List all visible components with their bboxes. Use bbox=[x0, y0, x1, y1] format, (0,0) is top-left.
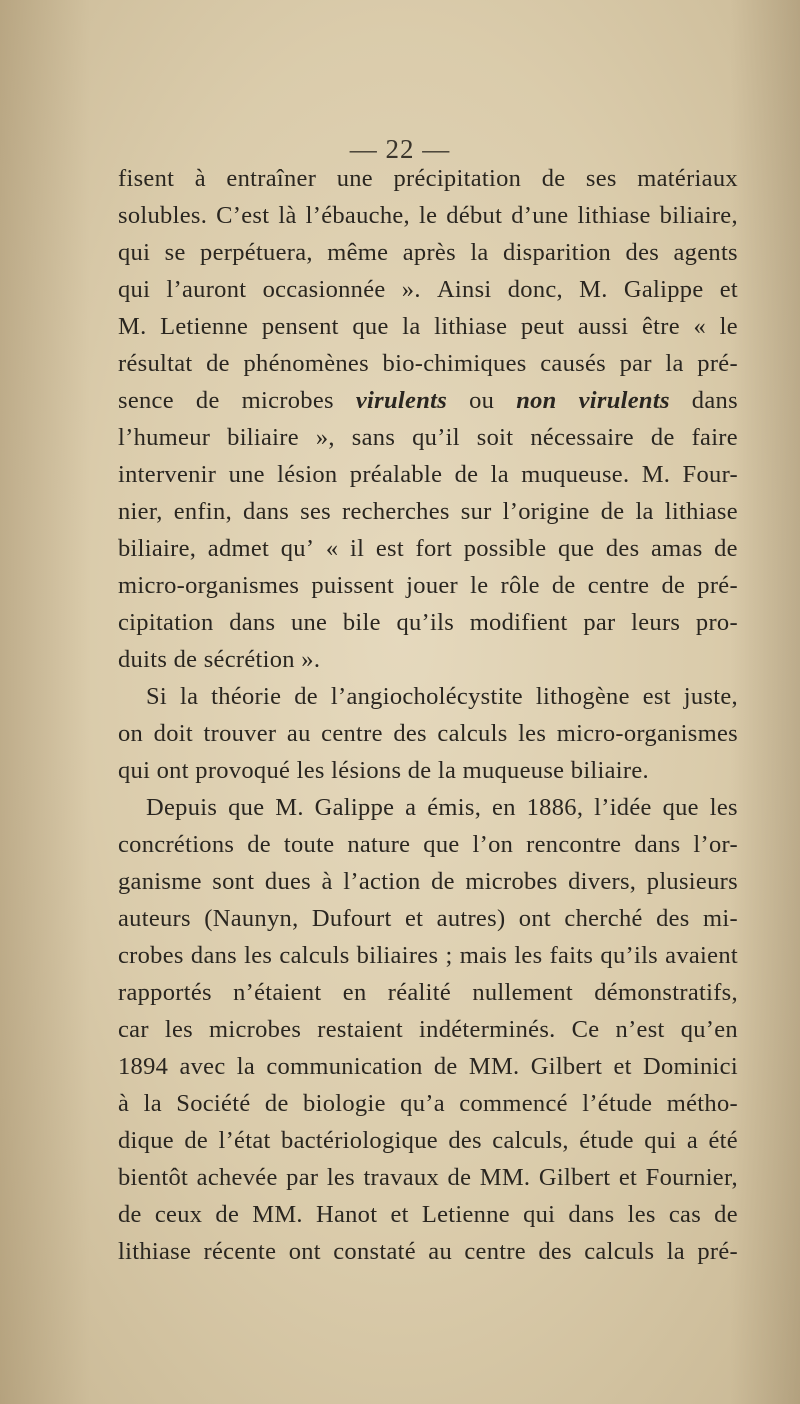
text-line bbox=[118, 419, 738, 456]
word: nier, bbox=[118, 498, 163, 525]
word: ceux bbox=[154, 1201, 203, 1228]
word: l’origine bbox=[502, 498, 590, 525]
text-line: duits de sécrétion ». bbox=[118, 646, 321, 673]
word: lithogène bbox=[535, 683, 630, 710]
word: ganisme bbox=[118, 868, 202, 895]
word: causés bbox=[540, 350, 606, 377]
word: qui bbox=[118, 239, 151, 266]
word: M. bbox=[641, 461, 671, 488]
word: cipitation bbox=[118, 609, 214, 636]
word: sence bbox=[118, 387, 174, 414]
word: biliaire, bbox=[659, 202, 738, 229]
word: Ce bbox=[571, 1016, 600, 1043]
word: Fournier, bbox=[645, 1164, 738, 1191]
word: on bbox=[118, 720, 144, 747]
word: agents bbox=[673, 239, 738, 266]
word: nature bbox=[347, 831, 411, 858]
word: phénomènes bbox=[243, 350, 369, 377]
word: de bbox=[447, 1164, 472, 1191]
word: des bbox=[625, 239, 660, 266]
word: l’ébauche, bbox=[305, 202, 410, 229]
word: constaté bbox=[333, 1238, 416, 1265]
word: juste, bbox=[683, 683, 738, 710]
word: est bbox=[642, 683, 671, 710]
word: Four- bbox=[682, 461, 738, 488]
word: après bbox=[402, 239, 456, 266]
word: pro- bbox=[695, 609, 738, 636]
word: qu’il bbox=[412, 424, 460, 451]
word: ses bbox=[585, 165, 617, 192]
word: possible bbox=[463, 535, 547, 562]
word: par bbox=[583, 609, 616, 636]
word: microbes bbox=[465, 868, 558, 895]
word: Dominici bbox=[643, 1053, 738, 1080]
word: muqueuse. bbox=[521, 461, 630, 488]
word: lésion bbox=[277, 461, 338, 488]
word: qui bbox=[644, 1127, 677, 1154]
word: disparition bbox=[503, 239, 612, 266]
word: et bbox=[390, 1201, 409, 1228]
word: cas bbox=[668, 1201, 702, 1228]
word: divers, bbox=[568, 868, 637, 895]
word: là bbox=[278, 202, 297, 229]
word: concrétions bbox=[118, 831, 235, 858]
word: matériaux bbox=[637, 165, 738, 192]
word: Depuis bbox=[146, 794, 218, 821]
word: les bbox=[709, 794, 738, 821]
word: les bbox=[518, 720, 547, 747]
word: MM. bbox=[479, 1164, 531, 1191]
word: Galippe bbox=[314, 794, 395, 821]
word: au bbox=[286, 720, 311, 747]
word: doit bbox=[153, 720, 193, 747]
text-line bbox=[118, 382, 738, 419]
word: lithiase bbox=[664, 498, 738, 525]
word: des bbox=[538, 1238, 572, 1265]
word: dans bbox=[691, 387, 738, 414]
word: entraîner bbox=[226, 165, 317, 192]
word: rapportés bbox=[118, 979, 212, 1006]
word: récente bbox=[203, 1238, 277, 1265]
word: centre bbox=[587, 572, 650, 599]
word: de bbox=[195, 387, 220, 414]
text-line bbox=[118, 604, 738, 641]
word: avaient bbox=[665, 942, 738, 969]
word: recherches bbox=[342, 498, 450, 525]
word: théorie bbox=[211, 683, 282, 710]
word: modifient bbox=[469, 609, 568, 636]
word: a bbox=[405, 794, 417, 821]
word: par bbox=[619, 350, 652, 377]
word: admet bbox=[207, 535, 270, 562]
word: de bbox=[454, 461, 479, 488]
word: sont bbox=[212, 868, 255, 895]
word: ou bbox=[469, 387, 495, 414]
word: résultat bbox=[118, 350, 193, 377]
word: et bbox=[404, 905, 424, 932]
word: le bbox=[719, 313, 738, 340]
word: achevée bbox=[196, 1164, 278, 1191]
word: se bbox=[164, 239, 186, 266]
word: bactériologique bbox=[281, 1127, 438, 1154]
word: microbes bbox=[209, 1016, 302, 1043]
word: de bbox=[215, 1201, 240, 1228]
word: et bbox=[618, 1164, 638, 1191]
word: de bbox=[206, 350, 230, 377]
word: les bbox=[627, 1201, 656, 1228]
word: des bbox=[605, 535, 640, 562]
word: », bbox=[315, 424, 335, 451]
word: le bbox=[418, 202, 438, 229]
word: que bbox=[352, 313, 389, 340]
word: restaient bbox=[317, 1016, 403, 1043]
word: trouver bbox=[203, 720, 277, 747]
word: lithiase bbox=[118, 1238, 192, 1265]
word: la bbox=[490, 461, 509, 488]
word: les bbox=[326, 1164, 355, 1191]
word: « bbox=[693, 313, 707, 340]
text-line bbox=[118, 1122, 738, 1159]
word: M. bbox=[579, 276, 608, 303]
word: fisent bbox=[118, 165, 175, 192]
word: biliaires bbox=[356, 942, 439, 969]
word: biologie bbox=[303, 1090, 386, 1117]
word: le bbox=[470, 572, 489, 599]
word: peut bbox=[520, 313, 565, 340]
text-line bbox=[118, 715, 738, 752]
word: calculs bbox=[279, 942, 350, 969]
word: 1886, bbox=[526, 794, 584, 821]
word: qu’ bbox=[280, 535, 315, 562]
word: plusieurs bbox=[646, 868, 738, 895]
word: bile bbox=[342, 609, 381, 636]
word: les bbox=[244, 942, 273, 969]
word: de bbox=[714, 1201, 738, 1228]
word: dans bbox=[568, 1201, 615, 1228]
word: nécessaire bbox=[530, 424, 634, 451]
word: à bbox=[194, 165, 206, 192]
word: MM. bbox=[252, 1201, 303, 1228]
word: (Naunyn, bbox=[204, 905, 299, 932]
word: Hanot bbox=[315, 1201, 378, 1228]
word: de bbox=[714, 535, 738, 562]
word: microbes bbox=[241, 387, 334, 414]
word: réalité bbox=[387, 979, 452, 1006]
word: de bbox=[661, 572, 686, 599]
word: l’auront bbox=[166, 276, 247, 303]
word: étude bbox=[579, 1127, 634, 1154]
text-line bbox=[118, 234, 738, 271]
word: l’état bbox=[218, 1127, 271, 1154]
text-line bbox=[118, 345, 738, 382]
word: de bbox=[433, 1053, 458, 1080]
word: que bbox=[662, 794, 699, 821]
text-line bbox=[118, 974, 738, 1011]
word: dues bbox=[264, 868, 311, 895]
word: Gilbert bbox=[530, 1053, 603, 1080]
word: centre bbox=[464, 1238, 526, 1265]
word: fort bbox=[415, 535, 453, 562]
word: mais bbox=[459, 942, 508, 969]
word: pré- bbox=[697, 1238, 738, 1265]
word: puissent bbox=[311, 572, 395, 599]
word: début bbox=[446, 202, 503, 229]
word: n’est bbox=[615, 1016, 665, 1043]
text-line bbox=[118, 1233, 738, 1270]
word: indéterminés. bbox=[419, 1016, 556, 1043]
word: rencontre bbox=[526, 831, 622, 858]
text-line bbox=[118, 271, 738, 308]
word: dique bbox=[118, 1127, 174, 1154]
word: l’étude bbox=[582, 1090, 653, 1117]
word: des bbox=[393, 720, 427, 747]
word: de bbox=[264, 1090, 289, 1117]
word: émis, bbox=[427, 794, 482, 821]
word: de bbox=[118, 1201, 142, 1228]
word: jouer bbox=[406, 572, 459, 599]
word: il bbox=[350, 535, 365, 562]
word: qu’en bbox=[680, 1016, 738, 1043]
word: la bbox=[236, 1053, 256, 1080]
word: pré- bbox=[697, 350, 738, 377]
word: micro-organismes bbox=[556, 720, 738, 747]
word: et bbox=[613, 1053, 632, 1080]
body-text bbox=[118, 160, 738, 1270]
word: faire bbox=[691, 424, 738, 451]
text-line bbox=[118, 308, 738, 345]
word: soit bbox=[476, 424, 514, 451]
word: la bbox=[666, 1238, 685, 1265]
word: perpétuera, bbox=[200, 239, 313, 266]
word: lithiase bbox=[577, 202, 651, 229]
word: été bbox=[708, 1127, 738, 1154]
word: préalable bbox=[349, 461, 443, 488]
word: ses bbox=[300, 498, 331, 525]
word: à bbox=[321, 868, 333, 895]
word: crobes bbox=[118, 942, 184, 969]
word: être bbox=[641, 313, 680, 340]
word: une bbox=[290, 609, 328, 636]
word: par bbox=[286, 1164, 319, 1191]
word: calculs bbox=[437, 720, 508, 747]
word: C’est bbox=[216, 202, 270, 229]
word: de bbox=[247, 831, 271, 858]
word: 1894 bbox=[118, 1053, 169, 1080]
word: qu’ils bbox=[396, 609, 455, 636]
word: cherché bbox=[564, 905, 643, 932]
word: calculs, bbox=[492, 1127, 569, 1154]
text-line bbox=[118, 678, 738, 715]
word: solubles. bbox=[118, 202, 208, 229]
word: l’angiocholécystite bbox=[330, 683, 523, 710]
word: pré- bbox=[697, 572, 738, 599]
word: de bbox=[600, 498, 625, 525]
word: une bbox=[228, 461, 265, 488]
word: avec bbox=[179, 1053, 226, 1080]
word: biliaire bbox=[227, 424, 299, 451]
word: de bbox=[541, 165, 566, 192]
word: Galippe bbox=[623, 276, 704, 303]
word: ont bbox=[288, 1238, 321, 1265]
word: Gilbert bbox=[538, 1164, 611, 1191]
word: virulents bbox=[578, 387, 670, 414]
word: l’action bbox=[343, 868, 421, 895]
word: au bbox=[428, 1238, 452, 1265]
text-line bbox=[118, 456, 738, 493]
word: précipitation bbox=[393, 165, 522, 192]
word: occasionnée bbox=[262, 276, 386, 303]
word: la bbox=[402, 313, 421, 340]
word: que bbox=[423, 831, 460, 858]
word: bientôt bbox=[118, 1164, 189, 1191]
word: dans bbox=[634, 831, 681, 858]
text-line bbox=[118, 900, 738, 937]
text-line bbox=[118, 1085, 738, 1122]
word: pensent bbox=[261, 313, 339, 340]
text-line bbox=[118, 530, 738, 567]
word: ». bbox=[401, 276, 421, 303]
text-line bbox=[118, 1011, 738, 1048]
text-line bbox=[118, 937, 738, 974]
word: Letienne bbox=[421, 1201, 510, 1228]
word: Ainsi bbox=[436, 276, 492, 303]
word: centre bbox=[321, 720, 383, 747]
word: ont bbox=[518, 905, 552, 932]
word: même bbox=[327, 239, 389, 266]
word: sur bbox=[460, 498, 492, 525]
word: l’or- bbox=[693, 831, 738, 858]
word: de bbox=[294, 683, 318, 710]
text-line bbox=[118, 1159, 738, 1196]
word: Dufourt bbox=[311, 905, 392, 932]
word: qui bbox=[523, 1201, 556, 1228]
word: mi- bbox=[703, 905, 738, 932]
word: M. bbox=[275, 794, 304, 821]
word: sans bbox=[351, 424, 396, 451]
word: aussi bbox=[577, 313, 629, 340]
word: donc, bbox=[507, 276, 563, 303]
word: l’on bbox=[472, 831, 514, 858]
word: amas bbox=[650, 535, 703, 562]
text-line bbox=[118, 160, 738, 197]
word: n’étaient bbox=[233, 979, 322, 1006]
word: la bbox=[665, 350, 684, 377]
word: lithiase bbox=[434, 313, 508, 340]
word: MM. bbox=[468, 1053, 520, 1080]
word: et bbox=[719, 276, 738, 303]
word: dans bbox=[190, 942, 237, 969]
word: communication bbox=[266, 1053, 423, 1080]
word: métho- bbox=[666, 1090, 738, 1117]
word: de bbox=[431, 868, 455, 895]
word: que bbox=[228, 794, 265, 821]
word: bio-chimiques bbox=[382, 350, 527, 377]
word: l’idée bbox=[594, 794, 652, 821]
word: des bbox=[656, 905, 690, 932]
word: qu’a bbox=[400, 1090, 445, 1117]
word: Société bbox=[176, 1090, 251, 1117]
word: les bbox=[514, 942, 543, 969]
text-line bbox=[118, 1196, 738, 1233]
word: qui bbox=[118, 276, 151, 303]
word: rôle bbox=[500, 572, 540, 599]
word: la bbox=[470, 239, 489, 266]
word: ; bbox=[445, 942, 453, 969]
word: « bbox=[325, 535, 339, 562]
text-line bbox=[118, 567, 738, 604]
word: faits bbox=[549, 942, 594, 969]
word: que bbox=[557, 535, 595, 562]
word: dans bbox=[243, 498, 290, 525]
word: d’une bbox=[511, 202, 569, 229]
word: la bbox=[179, 683, 199, 710]
word: car bbox=[118, 1016, 149, 1043]
word: est bbox=[375, 535, 404, 562]
word: la bbox=[143, 1090, 162, 1117]
word: les bbox=[164, 1016, 193, 1043]
text-line bbox=[118, 197, 738, 234]
word: biliaire, bbox=[118, 535, 197, 562]
word: commencé bbox=[459, 1090, 568, 1117]
word: à bbox=[118, 1090, 130, 1117]
word: leurs bbox=[631, 609, 681, 636]
word: M. bbox=[118, 313, 147, 340]
word: dans bbox=[229, 609, 276, 636]
word: micro-organismes bbox=[118, 572, 300, 599]
text-line bbox=[118, 493, 738, 530]
word: de bbox=[650, 424, 675, 451]
word: Letienne bbox=[160, 313, 249, 340]
text-line bbox=[118, 789, 738, 826]
word: une bbox=[336, 165, 373, 192]
word: a bbox=[686, 1127, 699, 1154]
word: non bbox=[516, 387, 557, 414]
word: intervenir bbox=[118, 461, 217, 488]
word: de bbox=[184, 1127, 209, 1154]
text-line bbox=[118, 1048, 738, 1085]
word: démonstratifs, bbox=[594, 979, 738, 1006]
page-number: — 22 — bbox=[349, 134, 451, 164]
word: toute bbox=[283, 831, 335, 858]
text-line bbox=[118, 863, 738, 900]
word: en bbox=[342, 979, 367, 1006]
word: qu’ils bbox=[600, 942, 659, 969]
word: des bbox=[448, 1127, 482, 1154]
word: calculs bbox=[584, 1238, 655, 1265]
word: l’humeur bbox=[118, 424, 211, 451]
word: en bbox=[492, 794, 516, 821]
word: la bbox=[635, 498, 654, 525]
word: autres) bbox=[436, 905, 506, 932]
word: enfin, bbox=[173, 498, 233, 525]
word: travaux bbox=[363, 1164, 440, 1191]
text-line bbox=[118, 826, 738, 863]
text-line: qui ont provoqué les lésions de la muqueuse biliaire. bbox=[118, 757, 649, 784]
word: de bbox=[551, 572, 576, 599]
word: Si bbox=[146, 683, 168, 710]
word: auteurs bbox=[118, 905, 191, 932]
word: virulents bbox=[355, 387, 448, 414]
word: nullement bbox=[472, 979, 573, 1006]
